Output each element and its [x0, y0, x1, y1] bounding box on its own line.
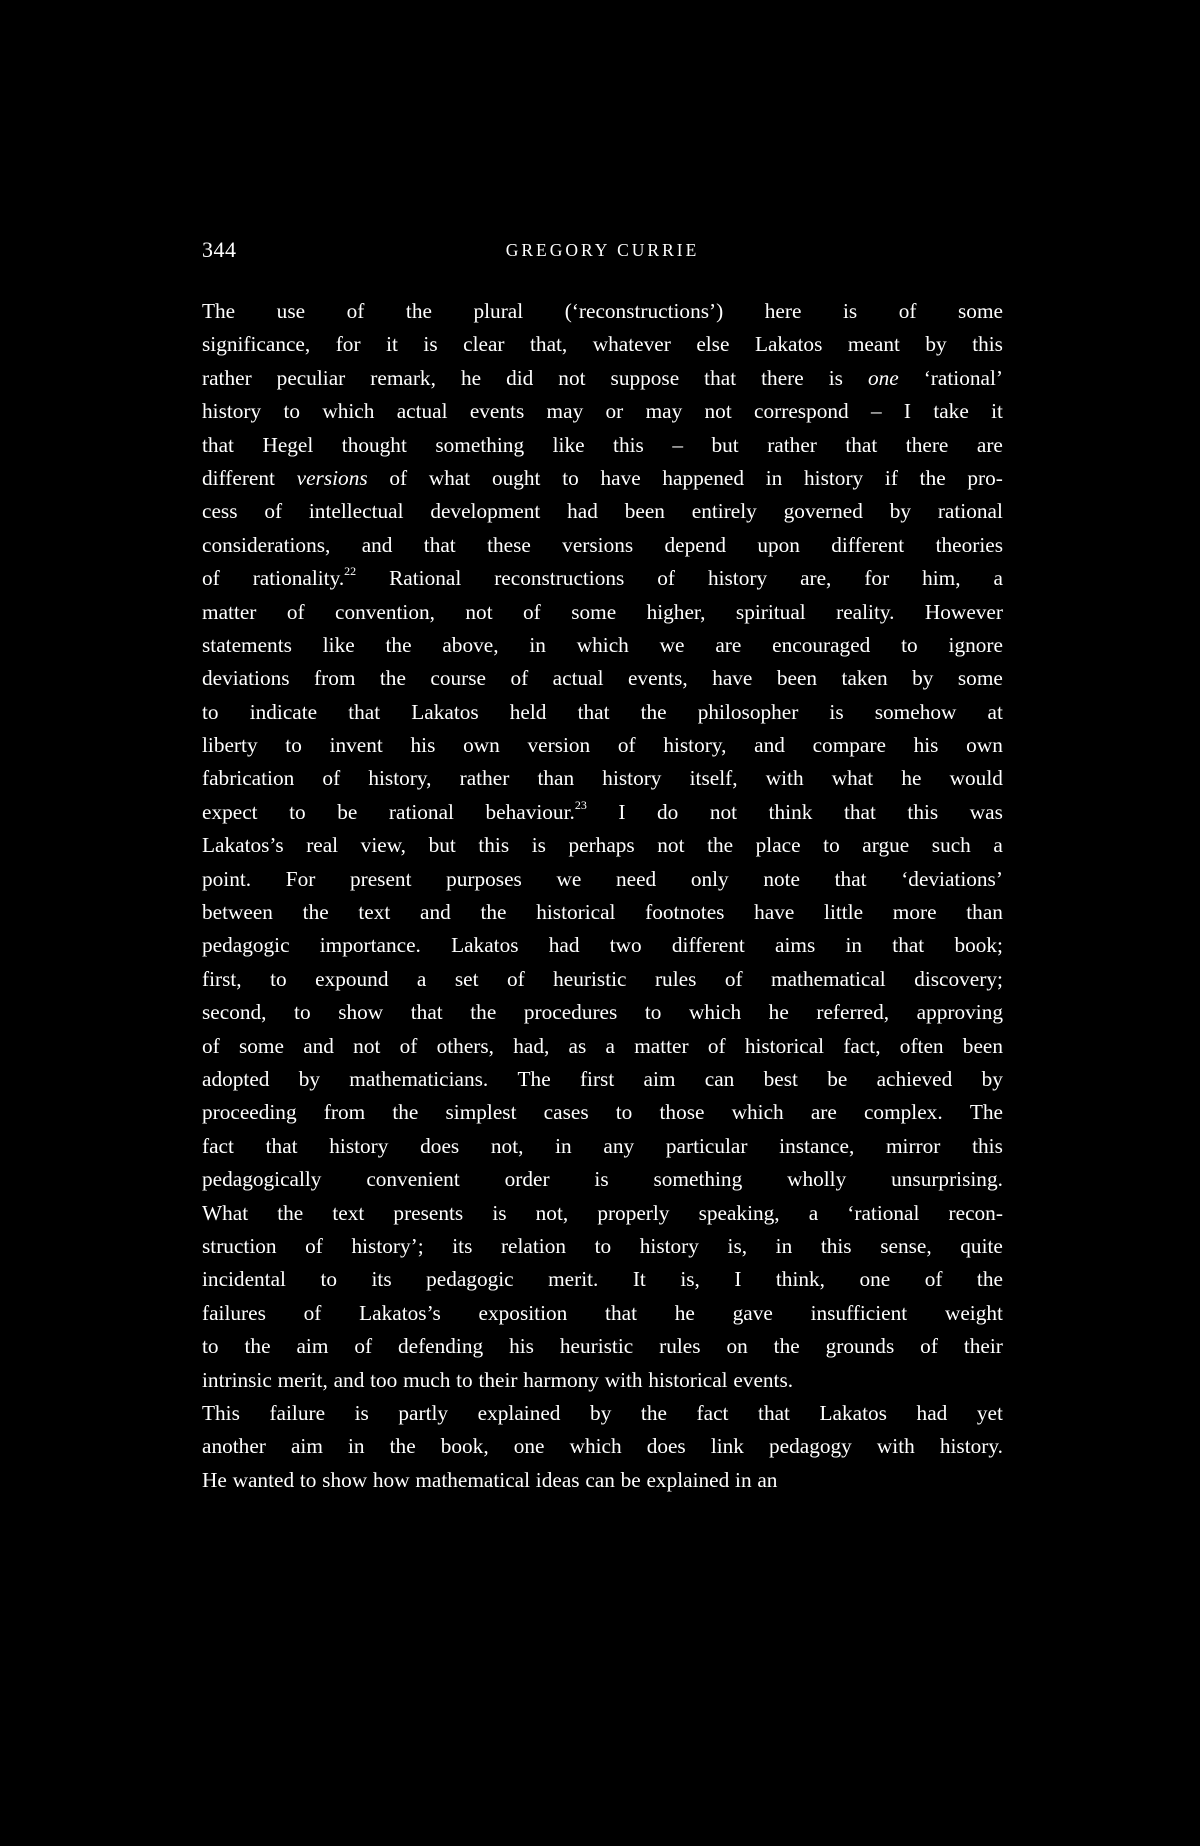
text-line: intrinsic merit, and too much to their harmony with historical events. [202, 1367, 794, 1392]
text-line: This failure is partly explained by the fact that Lakatos had yet [202, 1400, 1003, 1425]
text-line: What the text presents is not, properly speaking, a ‘rational recon- [202, 1200, 1003, 1225]
text-line: rather peculiar remark, he did not suppose that there is one ‘rational’ [202, 365, 1003, 390]
text-line: fact that history does not, in any particular instance, mirror this [202, 1133, 1003, 1158]
text-line: failures of Lakatos’s exposition that he gave insufficient weight [202, 1300, 1003, 1325]
text-line: first, to expound a set of heuristic rules of mathematical discovery; [202, 966, 1003, 991]
text-line: pedagogically convenient order is something wholly unsurprising. [202, 1167, 1003, 1192]
running-head [202, 237, 1003, 273]
text-line: cess of intellectual development had been entirely governed by rational [202, 499, 1003, 524]
text-line: point. For present purposes we need only note that ‘deviations’ [202, 866, 1003, 891]
text-line: pedagogic importance. Lakatos had two different aims in that book; [202, 933, 1003, 958]
text-line: another aim in the book, one which does link pedagogy with history. [202, 1434, 1003, 1459]
text-line: Lakatos’s real view, but this is perhaps not the place to argue such a [202, 833, 1003, 858]
text-line: different versions of what ought to have happened in history if the pro- [202, 465, 1003, 490]
text-line: struction of history’; its relation to history is, in this sense, quite [202, 1233, 1003, 1258]
text-line: that Hegel thought something like this – but rather that there are [202, 432, 1003, 457]
text-line: adopted by mathematicians. The first aim can best be achieved by [202, 1066, 1003, 1091]
text-line: of some and not of others, had, as a matter of historical fact, often been [202, 1033, 1003, 1058]
text-line: to indicate that Lakatos held that the philosopher is somehow at [202, 699, 1003, 724]
text-line: to the aim of defending his heuristic rules on the grounds of their [202, 1334, 1003, 1359]
text-line: incidental to its pedagogic merit. It is, I think, one of the [202, 1267, 1003, 1292]
page-number: 344 [202, 237, 237, 262]
text-line: fabrication of history, rather than history itself, with what he would [202, 766, 1003, 791]
text-line: considerations, and that these versions depend upon different theories [202, 532, 1003, 557]
text-line: history to which actual events may or may not correspond – I take it [202, 399, 1003, 424]
text-line: of rationality.$^{22}$ Rational reconstructions of history are, for him, a [202, 564, 1003, 591]
text-line: The use of the plural (‘reconstructions’) here is of some [202, 299, 1003, 323]
book-page [202, 237, 1003, 1497]
text-line: statements like the above, in which we are encouraged to ignore [202, 632, 1003, 657]
text-line: second, to show that the procedures to which he referred, approving [202, 1000, 1003, 1025]
text-line: between the text and the historical footnotes have little more than [202, 900, 1003, 925]
text-line: He wanted to show how mathematical ideas can be explained in an [202, 1467, 778, 1492]
text-line: deviations from the course of actual events, have been taken by some [202, 666, 1003, 691]
text-line: significance, for it is clear that, whatever else Lakatos meant by this [202, 332, 1003, 357]
body-text [202, 295, 1003, 1497]
text-line: expect to be rational behaviour.$^{23}$ I do not think that this was [202, 797, 1003, 824]
text-line: liberty to invent his own version of history, and compare his own [202, 733, 1003, 758]
running-head-author: GREGORY CURRIE [505, 240, 700, 260]
text-line: matter of convention, not of some higher, spiritual reality. However [202, 599, 1003, 624]
text-line: proceeding from the simplest cases to those which are complex. The [202, 1100, 1003, 1125]
